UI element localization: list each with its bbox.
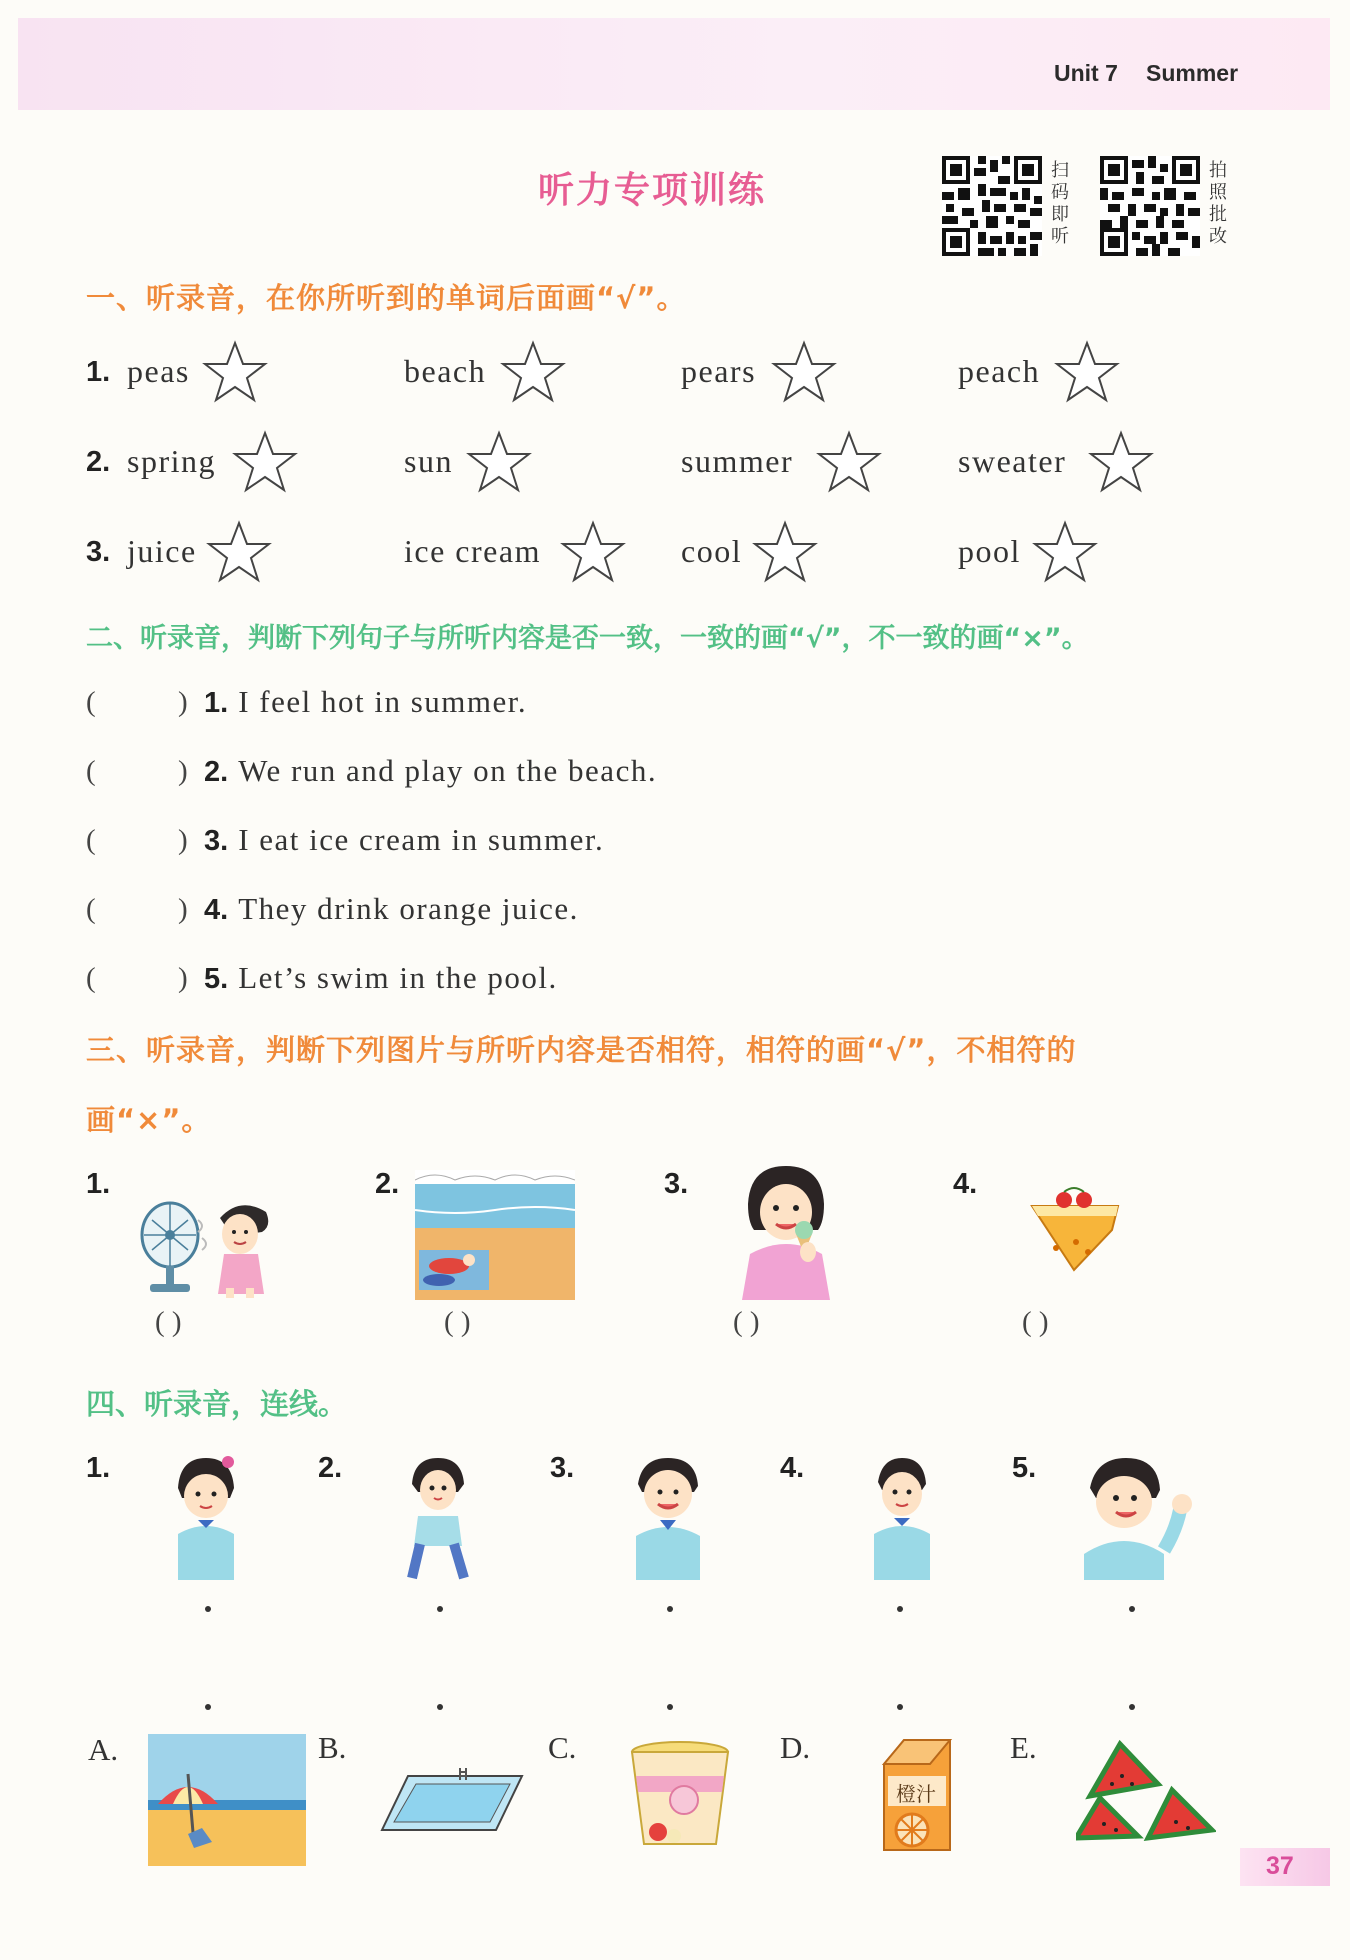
picture-letter: B.	[318, 1730, 347, 1765]
answer-open-paren[interactable]: (	[86, 824, 96, 856]
star-checkbox-icon[interactable]	[560, 520, 626, 584]
picture-number: 3.	[664, 1168, 689, 1200]
person-number: 2.	[318, 1452, 343, 1484]
cake-picture	[1026, 1186, 1126, 1276]
ice-cream-tub-picture	[628, 1740, 732, 1852]
beach-umbrella-picture	[148, 1734, 306, 1866]
picture-letter: A.	[88, 1732, 119, 1767]
match-dot-bottom[interactable]	[897, 1704, 903, 1710]
match-dot-top[interactable]	[1129, 1606, 1135, 1612]
answer-open-paren[interactable]: (	[86, 893, 96, 925]
match-dot-bottom[interactable]	[437, 1704, 443, 1710]
girl-walking-picture	[394, 1454, 484, 1584]
page-title: 听力专项训练	[538, 170, 767, 211]
word-option: sun	[404, 443, 453, 479]
word-option: pool	[958, 533, 1021, 569]
word-option: cool	[681, 533, 743, 569]
person-number: 4.	[780, 1452, 805, 1484]
girl-person-picture	[170, 1454, 240, 1584]
picture-answer-paren[interactable]: ( )	[155, 1306, 182, 1338]
qr-pattern-icon	[1100, 156, 1200, 256]
section-4-heading: 四、听录音，连线。	[86, 1387, 348, 1421]
match-dot-top[interactable]	[437, 1606, 443, 1612]
unit-topic: Summer	[1146, 60, 1239, 86]
answer-close-paren: )	[178, 893, 188, 925]
match-dot-top[interactable]	[897, 1606, 903, 1612]
fan-and-girl-picture	[130, 1190, 280, 1300]
sentence-item: 4. They drink orange juice.	[204, 891, 579, 926]
match-dot-bottom[interactable]	[1129, 1704, 1135, 1710]
star-checkbox-icon[interactable]	[206, 520, 272, 584]
answer-open-paren[interactable]: (	[86, 686, 96, 718]
sentence-item: 3. I eat ice cream in summer.	[204, 822, 605, 857]
girl-eating-ice-cream-picture	[730, 1164, 840, 1300]
qr-caption-grade: 拍照批改	[1209, 160, 1227, 247]
word-option: ice cream	[404, 533, 541, 569]
qr-code-grade[interactable]	[1100, 156, 1200, 256]
page-number: 37	[1266, 1852, 1294, 1880]
word-option: beach	[404, 353, 487, 389]
picture-letter: D.	[780, 1730, 811, 1765]
star-checkbox-icon[interactable]	[1032, 520, 1098, 584]
picture-number: 2.	[375, 1168, 400, 1200]
star-checkbox-icon[interactable]	[466, 430, 532, 494]
word-option: summer	[681, 443, 794, 479]
qr-caption-listen: 扫码即听	[1051, 160, 1069, 247]
match-dot-bottom[interactable]	[667, 1704, 673, 1710]
sentence-item: 5. Let’s swim in the pool.	[204, 960, 558, 995]
sentence-item: 1. I feel hot in summer.	[204, 684, 528, 719]
header-band	[18, 18, 1330, 110]
juice-label: 橙汁	[896, 1782, 936, 1806]
answer-close-paren: )	[178, 824, 188, 856]
watermelon-slices-picture	[1076, 1734, 1216, 1844]
swimming-pool-picture	[380, 1768, 526, 1838]
word-option: sweater	[958, 443, 1067, 479]
row-number: 2.	[86, 446, 111, 478]
word-option: juice	[127, 533, 197, 569]
picture-answer-paren[interactable]: ( )	[444, 1306, 471, 1338]
answer-close-paren: )	[178, 962, 188, 994]
section-3-heading-line1: 三、听录音，判断下列图片与所听内容是否相符，相符的画“√”，不相符的	[86, 1033, 1077, 1067]
picture-answer-paren[interactable]: ( )	[733, 1306, 760, 1338]
word-option: peach	[958, 353, 1041, 389]
row-number: 1.	[86, 356, 111, 388]
word-option: peas	[127, 353, 190, 389]
match-dot-top[interactable]	[667, 1606, 673, 1612]
person-number: 3.	[550, 1452, 575, 1484]
person-number: 1.	[86, 1452, 111, 1484]
match-dot-top[interactable]	[205, 1606, 211, 1612]
row-number: 3.	[86, 536, 111, 568]
section-2-heading: 二、听录音，判断下列句子与所听内容是否一致，一致的画“√”，不一致的画“×”。	[86, 623, 1089, 654]
answer-open-paren[interactable]: (	[86, 755, 96, 787]
word-option: spring	[127, 443, 216, 479]
unit-label: Unit 7	[1054, 60, 1118, 86]
picture-number: 1.	[86, 1168, 111, 1200]
sentence-item: 2. We run and play on the beach.	[204, 753, 658, 788]
person-number: 5.	[1012, 1452, 1037, 1484]
boy-waving-picture	[1076, 1454, 1206, 1584]
picture-letter: C.	[548, 1730, 577, 1765]
star-checkbox-icon[interactable]	[816, 430, 882, 494]
star-checkbox-icon[interactable]	[752, 520, 818, 584]
section-1-heading: 一、听录音，在你所听到的单词后面画“√”。	[86, 281, 687, 315]
star-checkbox-icon[interactable]	[232, 430, 298, 494]
star-checkbox-icon[interactable]	[1088, 430, 1154, 494]
answer-close-paren: )	[178, 686, 188, 718]
answer-close-paren: )	[178, 755, 188, 787]
star-checkbox-icon[interactable]	[1054, 340, 1120, 404]
match-dot-bottom[interactable]	[205, 1704, 211, 1710]
answer-open-paren[interactable]: (	[86, 962, 96, 994]
star-checkbox-icon[interactable]	[771, 340, 837, 404]
picture-answer-paren[interactable]: ( )	[1022, 1306, 1049, 1338]
boy-standing-picture	[866, 1454, 936, 1584]
star-checkbox-icon[interactable]	[500, 340, 566, 404]
word-option: pears	[681, 353, 757, 389]
beach-picture	[415, 1170, 575, 1300]
boy-person-picture	[628, 1454, 708, 1584]
qr-code-listen[interactable]	[942, 156, 1042, 256]
section-3-heading-line2: 画“×”。	[86, 1103, 212, 1137]
picture-letter: E.	[1010, 1730, 1037, 1765]
picture-number: 4.	[953, 1168, 978, 1200]
qr-pattern-icon	[942, 156, 1042, 256]
star-checkbox-icon[interactable]	[202, 340, 268, 404]
